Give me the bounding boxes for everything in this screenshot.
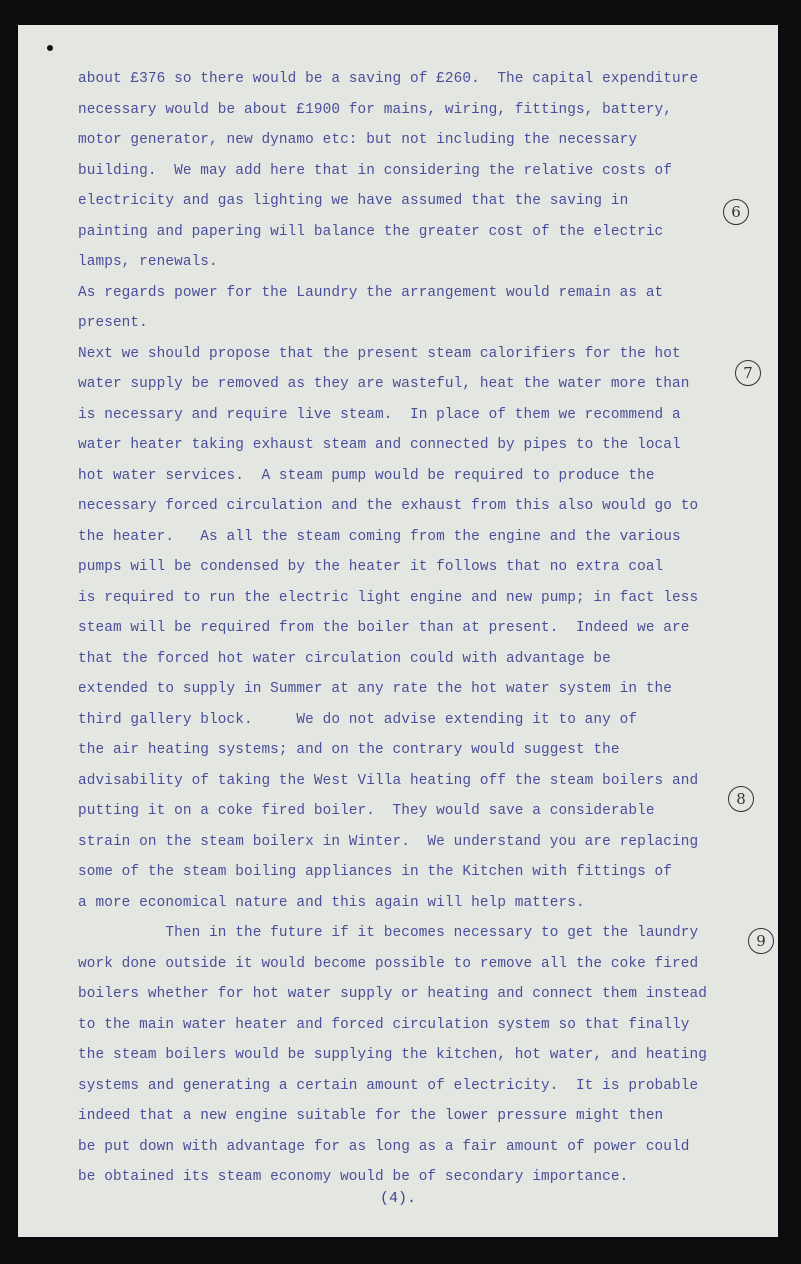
text-line: the steam boilers would be supplying the kitchen, hot water, and heating bbox=[78, 1047, 707, 1063]
text-line: lamps, renewals. bbox=[78, 254, 218, 270]
text-line: is required to run the electric light engine and new pump; in fact less bbox=[78, 589, 699, 606]
text-line: some of the steam boiling appliances in the Kitchen with fittings of bbox=[78, 864, 673, 880]
text-line: be obtained its steam economy would be of secondary importance. bbox=[78, 1169, 629, 1185]
text-line: putting it on a coke fired boiler. They would save a considerable bbox=[78, 803, 655, 819]
text-line: Next we should propose that the present steam calorifiers for the hot bbox=[78, 345, 681, 362]
text-line: the heater. As all the steam coming from the engine and the various bbox=[78, 528, 681, 545]
text-line: building. We may add here that in considering the relative costs of bbox=[78, 162, 673, 179]
text-line: be put down with advantage for as long as a fair amount of power could bbox=[78, 1138, 690, 1155]
text-line: extended to supply in Summer at any rate the hot water system in the bbox=[78, 681, 673, 697]
text-line: work done outside it would become possible to remove all the coke fired bbox=[78, 955, 699, 972]
text-line: to the main water heater and forced circulation system so that finally bbox=[78, 1016, 690, 1033]
text-line: Then in the future if it becomes necessary to get the laundry bbox=[78, 925, 699, 941]
page-number: (4). bbox=[380, 1190, 417, 1207]
text-line: advisability of taking the West Villa heating off the steam boilers and bbox=[78, 772, 699, 789]
text-line: a more economical nature and this again will help matters. bbox=[78, 894, 585, 911]
text-line: necessary forced circulation and the exhaust from this also would go to bbox=[78, 498, 699, 514]
text-line: electricity and gas lighting we have assumed that the saving in bbox=[78, 193, 629, 209]
text-line: the air heating systems; and on the contrary would suggest the bbox=[78, 742, 620, 758]
text-line: hot water services. A steam pump would be required to produce the bbox=[78, 467, 655, 484]
text-line: about £376 so there would be a saving of £260. The capital expenditure bbox=[78, 71, 699, 87]
text-line: necessary would be about £1900 for mains, wiring, fittings, battery, bbox=[78, 101, 673, 118]
text-line: present. bbox=[78, 315, 148, 331]
text-line: strain on the steam boilerx in Winter. We understand you are replacing bbox=[78, 833, 699, 850]
margin-mark: 6 bbox=[723, 199, 749, 225]
text-line: water supply be removed as they are wasteful, heat the water more than bbox=[78, 376, 690, 392]
margin-mark: 7 bbox=[735, 360, 761, 386]
document-page bbox=[18, 25, 778, 1237]
margin-mark: 9 bbox=[748, 928, 774, 954]
text-line: motor generator, new dynamo etc: but not including the necessary bbox=[78, 132, 638, 148]
text-line: boilers whether for hot water supply or heating and connect them instead bbox=[78, 986, 707, 1002]
text-line: systems and generating a certain amount of electricity. It is probable bbox=[78, 1077, 699, 1094]
text-line: painting and papering will balance the greater cost of the electric bbox=[78, 223, 664, 240]
text-line: steam will be required from the boiler than at present. Indeed we are bbox=[78, 620, 690, 636]
text-line: pumps will be condensed by the heater it follows that no extra coal bbox=[78, 559, 664, 575]
margin-mark: 8 bbox=[728, 786, 754, 812]
text-line: water heater taking exhaust steam and connected by pipes to the local bbox=[78, 437, 681, 453]
text-line: indeed that a new engine suitable for the lower pressure might then bbox=[78, 1108, 664, 1124]
text-line: third gallery block. We do not advise extending it to any of bbox=[78, 711, 638, 728]
text-line: is necessary and require live steam. In place of them we recommend a bbox=[78, 406, 681, 423]
text-line: As regards power for the Laundry the arrangement would remain as at bbox=[78, 284, 664, 301]
punch-hole bbox=[47, 45, 53, 51]
text-line: that the forced hot water circulation could with advantage be bbox=[78, 650, 611, 667]
